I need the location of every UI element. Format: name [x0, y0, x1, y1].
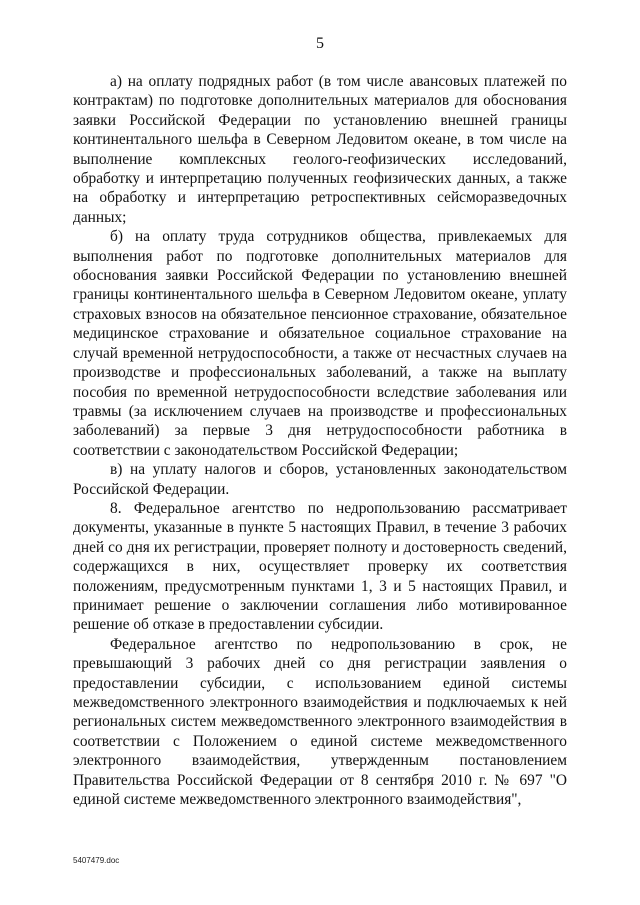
document-file-code: 5407479.doc	[73, 856, 120, 865]
paragraph-agency-request: Федеральное агентство по недропользованию в срок, не превышающий 3 рабочих дней со дня регистрации заявления о предоставлении субсидии, с использованием единой системы межведомственного электронного взаимодействия и подключаемых к ней региональных систем межведомственного электронного взаимодействия в соответствии с Положением о единой системе межведомственного электронного взаимодействия, утвержденным постановлением Правительства Российской Федерации от 8 сентября 2010 г. № 697 "О единой системе межведомственного электронного взаимодействия",	[73, 635, 567, 809]
paragraph-subitem-v: в) на уплату налогов и сборов, установленных законодательством Российской Федерации.	[73, 461, 567, 498]
page-number: 5	[316, 35, 324, 52]
document-body	[73, 72, 567, 809]
paragraph-subitem-b: б) на оплату труда сотрудников общества, привлекаемых для выполнения работ по подготовке дополнительных материалов для обоснования заявки Российской Федерации по установлению внешней границы континентального шельфа в Северном Ледовитом океане, уплату страховых взносов на обязательное пенсионное страхование, обязательное медицинское страхование и обязательное социальное страхование на случай временной нетрудоспособности, а также от несчастных случаев на производстве и профессиональных заболеваний, а также на выплату пособия по временной нетрудоспособности вследствие заболевания или травмы (за исключением случаев на производстве и профессиональных заболеваний) за первые 3 дня нетрудоспособности работника в соответствии с законодательством Российской Федерации;	[73, 228, 567, 459]
paragraph-subitem-a: а) на оплату подрядных работ (в том числе авансовых платежей по контрактам) по подготовке дополнительных материалов для обоснования заявки Российской Федерации по установлению внешней границы континентального шельфа в Северном Ледовитом океане, в том числе на выполнение комплексных геолого-геофизических исследований, обработку и интерпретацию полученных геофизических данных, а также на обработку и интерпретацию ретроспективных сейсморазведочных данных;	[73, 73, 567, 226]
paragraph-item-8: 8. Федеральное агентство по недропользованию рассматривает документы, указанные в пункте 5 настоящих Правил, в течение 3 рабочих дней со дня их регистрации, проверяет полноту и достоверность сведений, содержащихся в них, осуществляет проверку их соответствия положениям, предусмотренным пунктами 1, 3 и 5 настоящих Правил, и принимает решение о заключении соглашения либо мотивированное решение об отказе в предоставлении субсидии.	[73, 499, 567, 634]
